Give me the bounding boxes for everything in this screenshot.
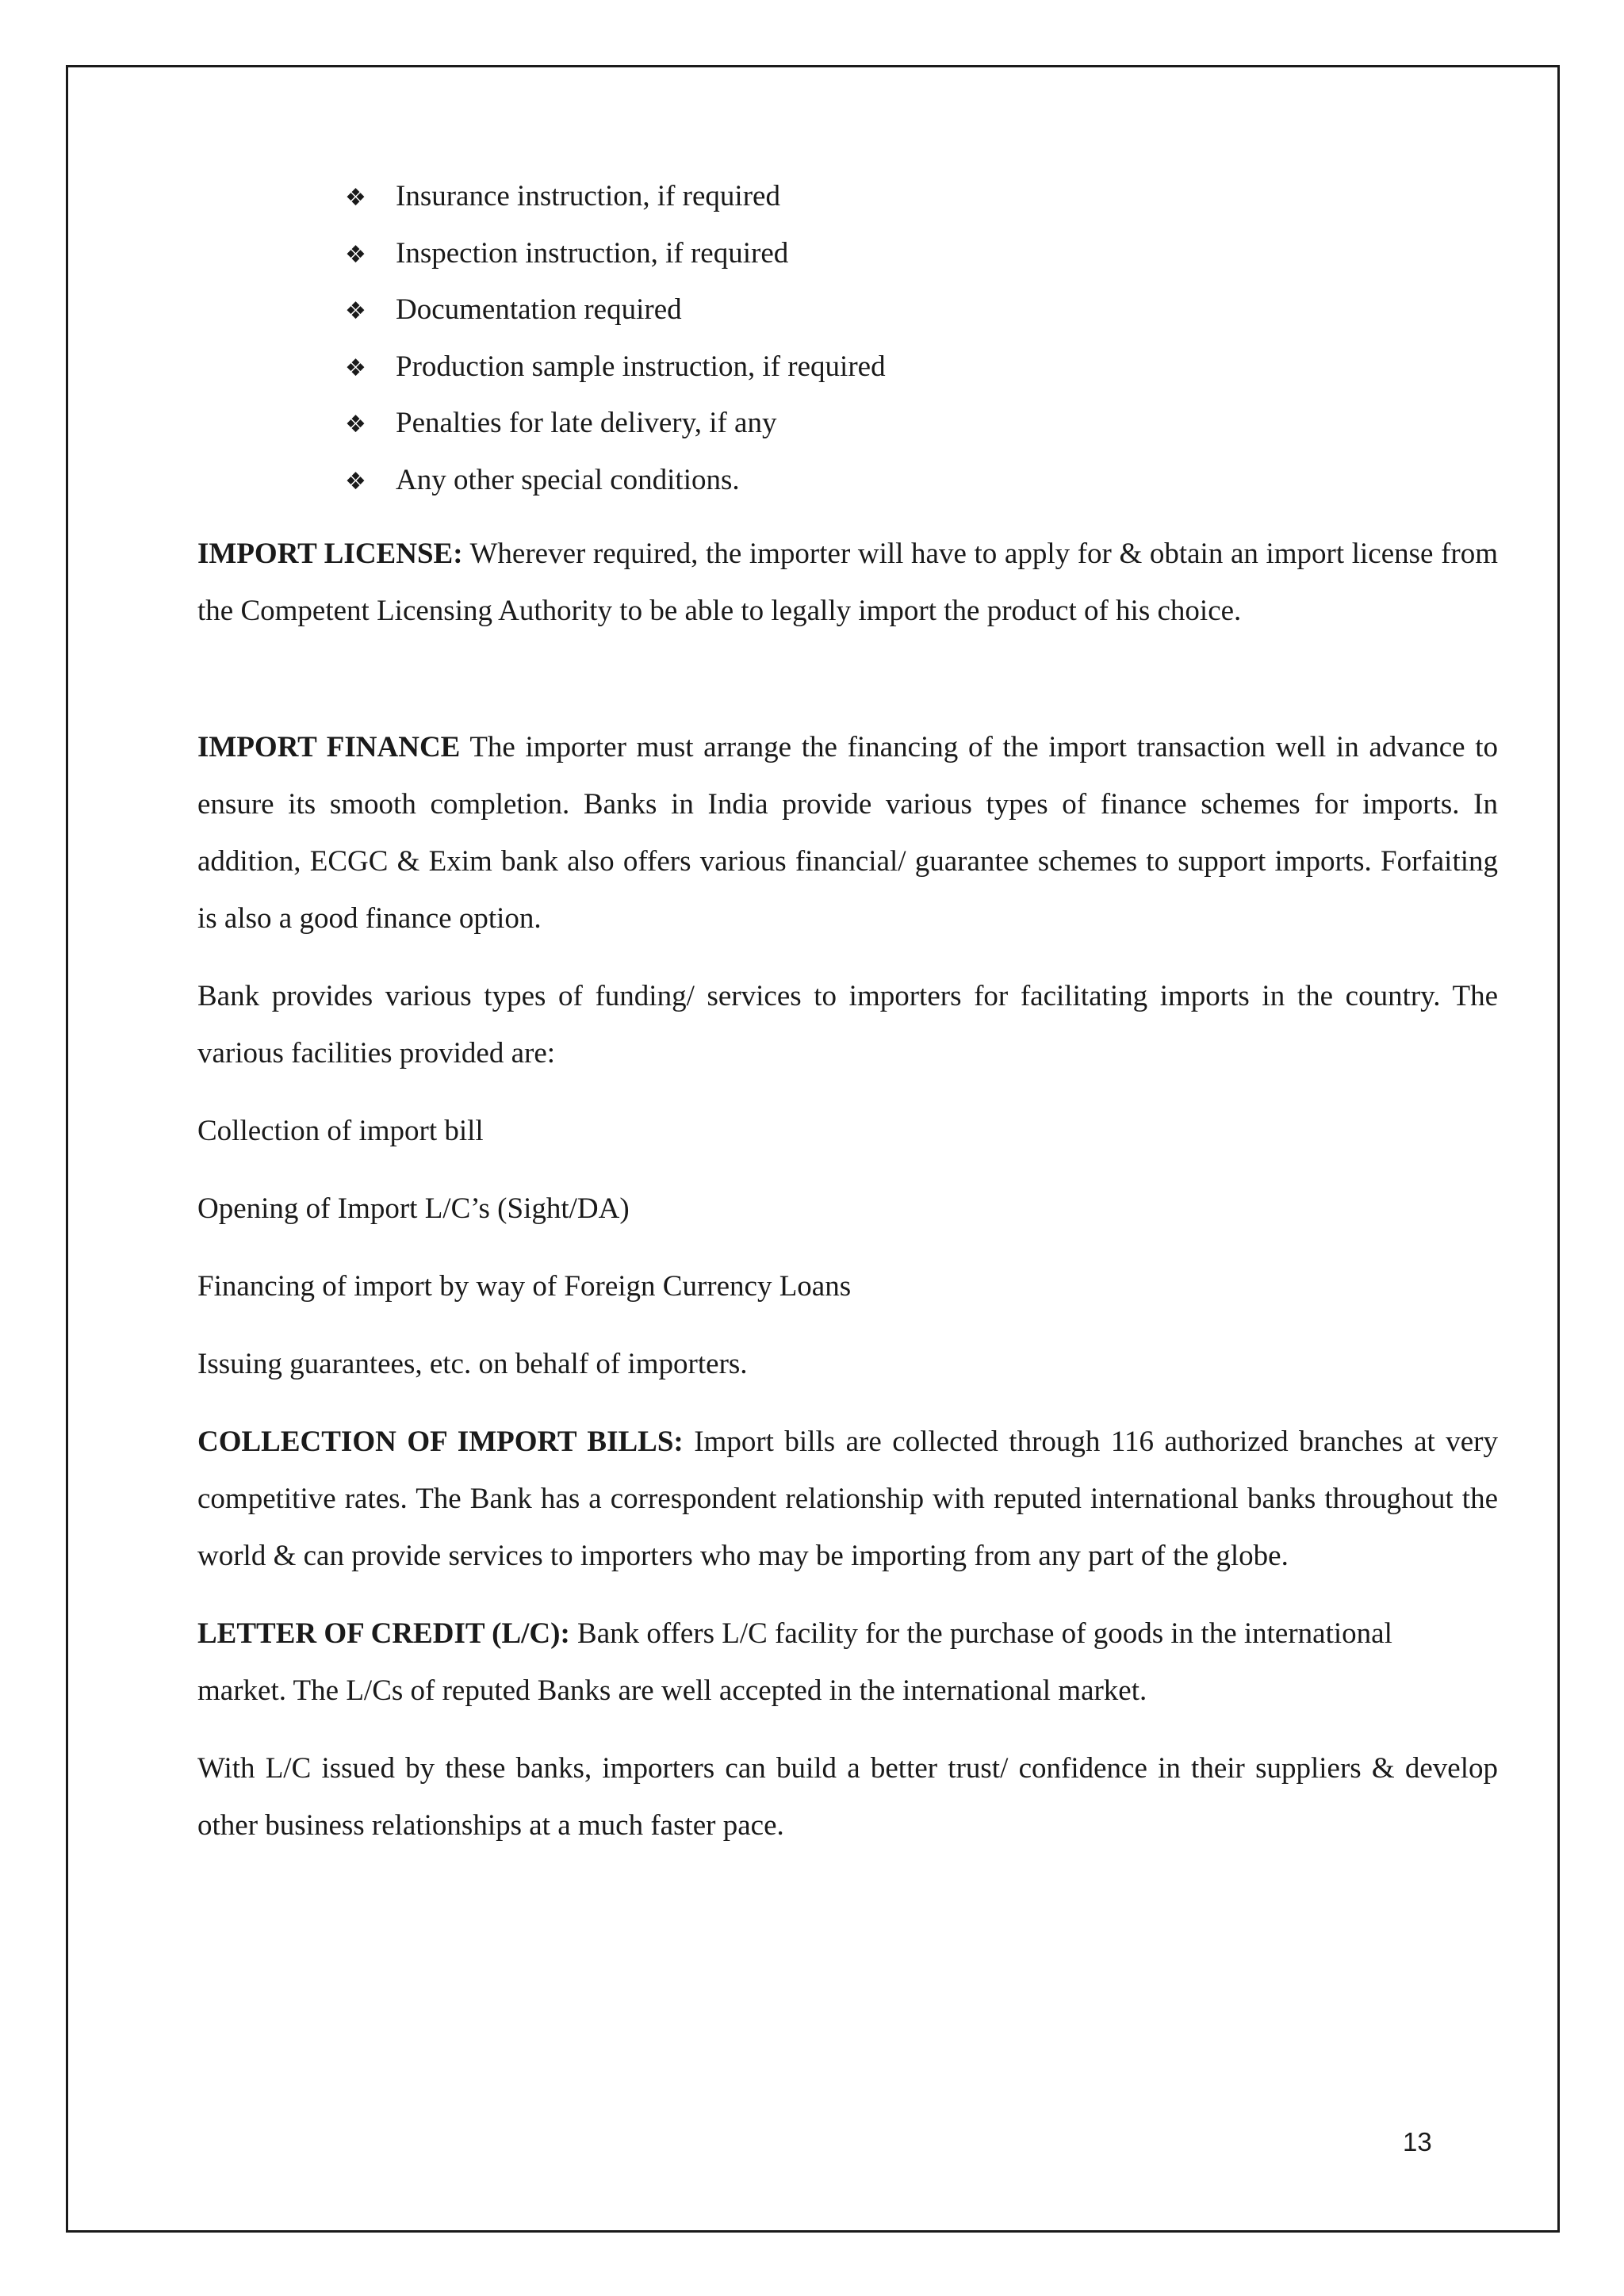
list-item-text: Any other special conditions. <box>396 463 740 496</box>
facility-item: Financing of import by way of Foreign Currency Loans <box>197 1270 852 1303</box>
diamond-bullet-icon: ❖ <box>345 411 366 438</box>
diamond-bullet-icon: ❖ <box>345 354 366 382</box>
import-license-body: Wherever required, the importer will have to apply for & obtain an import license from the Competent Licensing Authority to be able to legally import the product of his choice. <box>197 538 1499 627</box>
list-item-text: Penalties for late delivery, if any <box>396 407 777 439</box>
document-body <box>197 168 1498 1854</box>
import-finance-body: The importer must arrange the financing of the import transaction well in advance to ensure its smooth completion. Banks in India provide various types of finance schemes for imports. In addition, ECGC & Exim bank also offers various financial/ guarantee schemes to support imports. Forfaiting is also a good finance option. <box>197 731 1498 935</box>
list-item <box>345 339 1498 396</box>
letter-of-credit-paragraph <box>197 1605 1498 1720</box>
diamond-bullet-icon: ❖ <box>345 467 366 496</box>
list-item-text: Inspection instruction, if required <box>396 236 789 270</box>
diamond-bullet-icon: ❖ <box>345 184 366 212</box>
requirements-list <box>345 168 1498 508</box>
list-item-text: Production sample instruction, if required <box>396 350 886 383</box>
list-item <box>345 281 1498 339</box>
list-item-text: Insurance instruction, if required <box>396 180 780 212</box>
collection-paragraph <box>197 1414 1498 1585</box>
list-item <box>345 452 1498 509</box>
list-item-text: Documentation required <box>396 293 682 326</box>
import-finance-paragraph <box>197 719 1498 947</box>
collection-heading: COLLECTION OF IMPORT BILLS: <box>197 1425 684 1458</box>
collection-body: Import bills are collected through 116 authorized branches at very competitive rates. The Bank has a correspondent relationship with reputed international banks throughout the world & can provide services to importers who may be importing from any part of the globe. <box>197 1425 1498 1572</box>
import-license-heading: IMPORT LICENSE: <box>197 538 463 570</box>
import-finance-heading: IMPORT FINANCE <box>197 731 461 763</box>
bank-provides-paragraph: Bank provides various types of funding/ services to importers for facilitating imports in the country. The various facilities provided are: <box>197 980 1498 1070</box>
list-item <box>345 225 1498 282</box>
facility-item: Opening of Import L/C’s (Sight/DA) <box>197 1192 630 1225</box>
diamond-bullet-icon: ❖ <box>345 240 366 269</box>
facility-item: Collection of import bill <box>197 1115 484 1147</box>
facility-item: Issuing guarantees, etc. on behalf of importers. <box>197 1348 748 1380</box>
import-license-paragraph <box>197 526 1498 640</box>
letter-of-credit-line-2: market. The L/Cs of reputed Banks are well accepted in the international market. <box>197 1674 1147 1707</box>
lc-trust-paragraph: With L/C issued by these banks, importers can build a better trust/ confidence in their suppliers & develop other business relationships at a much faster pace. <box>197 1752 1498 1842</box>
letter-of-credit-line-1 <box>197 1605 1538 1663</box>
letter-of-credit-heading: LETTER OF CREDIT (L/C): <box>197 1617 570 1650</box>
list-item <box>345 395 1498 452</box>
letter-of-credit-body: Bank offers L/C facility for the purchase of goods in the international <box>569 1617 1392 1650</box>
diamond-bullet-icon: ❖ <box>345 297 366 325</box>
page-number: 13 <box>1403 2127 1432 2156</box>
list-item <box>345 168 1498 225</box>
